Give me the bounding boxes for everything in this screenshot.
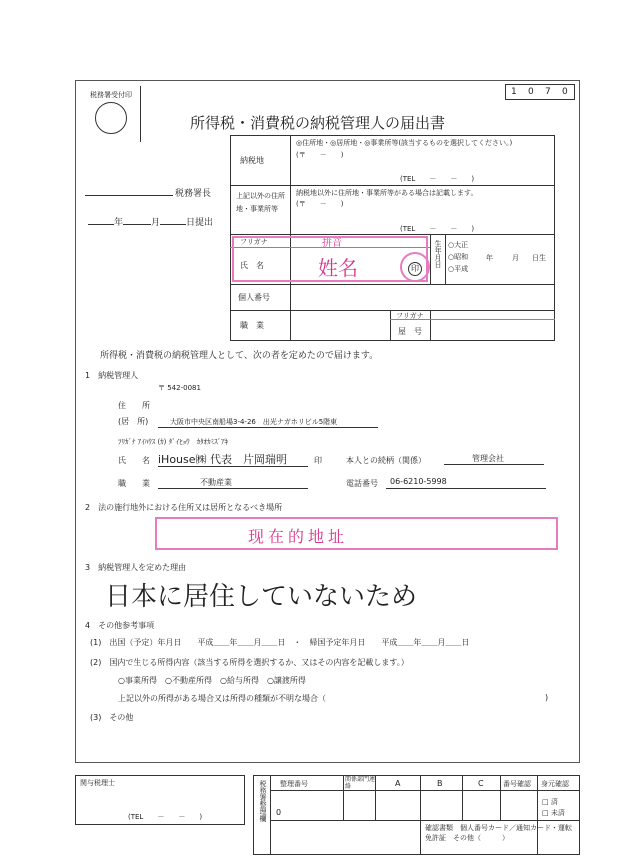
income-other: 上記以外の所得がある場合又は所得の種類が不明な場合（	[118, 694, 326, 703]
number-check-label: 番号確認	[503, 780, 531, 788]
foreign-address-value: 现在的地址	[248, 527, 349, 546]
other-item: (3) その他	[90, 713, 134, 722]
form-title: 所得税・消費税の納税管理人の届出書	[190, 114, 446, 132]
furigana-value: 拼音	[322, 238, 342, 249]
section4-heading: 4 その他参考事項	[85, 621, 155, 630]
phone-value: 06-6210-5998	[390, 477, 447, 486]
birth-day-unit: 日生	[532, 254, 546, 262]
manager-address-value: 大阪市中央区南船場3-4-26 出光ナガホリビル5階東	[170, 418, 338, 426]
relation-label: 本人との続柄（関係）	[346, 456, 426, 465]
tax-accountant-tel: (TEL － － )	[128, 813, 203, 821]
address-label: 納税地	[240, 156, 264, 165]
footer-divider	[270, 775, 271, 855]
name-value: 姓名	[318, 256, 358, 280]
office-use-label: 税務署整理欄	[259, 780, 267, 822]
section3-heading: 3 納税管理人を定めた理由	[85, 563, 187, 572]
birth-year-unit: 年	[486, 254, 493, 262]
tax-accountant-label: 関与税理士	[80, 779, 115, 787]
check-done[interactable]: □ 済	[542, 798, 558, 806]
id-label: 個人番号	[238, 293, 270, 302]
footer-divider	[270, 790, 580, 791]
date-filed: 年 月 日提出	[88, 215, 213, 228]
manager-job-value: 不動産業	[200, 478, 232, 487]
postal-mark: (〒 － )	[296, 200, 344, 208]
section1-heading: 1 納税管理人	[85, 371, 139, 380]
address-options: ◎住所地・◎居所地・◎事業所等(該当するものを選択してください。)	[296, 139, 513, 147]
income-options: ○事業所得 ○不動産所得 ○給与所得 ○譲渡所得	[118, 676, 306, 685]
form-frame	[75, 80, 580, 763]
manager-furigana: ﾌﾘｶﾞﾅ ｱｲﾊｳｽ (ｶ) ﾀﾞｲﾋｮｳ ｶﾀｵｶﾐｽﾞｱｷ	[118, 438, 229, 446]
manager-residence-label: (居 所)	[118, 417, 149, 426]
col-b: B	[437, 779, 443, 788]
footer-divider	[375, 775, 376, 820]
stamp-label: 税務署受付印	[90, 91, 132, 99]
furigana-label: フリガナ	[240, 238, 268, 246]
col-a: A	[395, 779, 401, 788]
shop-furigana: フリガナ	[396, 312, 424, 320]
era-option[interactable]: ○大正	[448, 241, 469, 249]
other-address-label: 上記以外の住所地・事業所等	[236, 192, 285, 213]
footer-divider	[500, 775, 501, 820]
footer-divider	[537, 775, 538, 855]
postal-mark: (〒 － )	[296, 151, 344, 159]
manager-address-label: 住 所	[118, 401, 150, 410]
footer-divider	[462, 775, 463, 820]
tel-mark: (TEL － － )	[400, 225, 475, 233]
income-other-close: )	[545, 693, 549, 702]
form-digit: 0	[562, 87, 568, 97]
seal-mark: 印	[408, 262, 422, 276]
footer-divider	[420, 775, 421, 855]
shop-label: 屋 号	[398, 327, 422, 336]
income-item: (2) 国内で生じる所得内容（該当する所得を選択するか、又はその内容を記載します。）	[90, 658, 409, 667]
birth-label: 生年月日	[434, 240, 442, 268]
reg-no-label: 整理番号	[280, 780, 308, 788]
relation-value: 管理会社	[472, 454, 504, 463]
footer-divider	[270, 820, 580, 821]
other-address-note: 納税地以外に住所地・事業所等がある場合は記載します。	[296, 189, 478, 197]
reason-value: 日本に居住していないため	[105, 582, 418, 612]
name-label: 氏 名	[240, 261, 264, 270]
col-c: C	[478, 779, 484, 788]
form-digit: 1	[511, 87, 517, 97]
document-check: 確認書類 個人番号カード／通知カード・運転免許証 その他（ ）	[425, 824, 572, 842]
era-option[interactable]: ○平成	[448, 265, 469, 273]
reg-digit: 0	[276, 808, 282, 817]
form-digit: 7	[545, 87, 551, 97]
manager-job-label: 職 業	[118, 479, 150, 488]
manager-name-value: iHouse㈱ 代表 片岡瑞明	[158, 453, 288, 466]
section2-heading: 2 法の施行地外における住所又は居所となるべき場所	[85, 503, 283, 512]
form-digit: 0	[528, 87, 534, 97]
occupation-label: 職 業	[240, 321, 264, 330]
manager-postal: 〒 542-0081	[158, 384, 201, 392]
manager-seal: 印	[314, 456, 322, 465]
departure-item: (1) 出国（予定）年月日 平成＿＿年＿＿月＿＿日 ・ 帰国予定年月日 平成＿＿年＿＿月＿＿日	[90, 638, 470, 647]
tel-mark: (TEL － － )	[400, 175, 475, 183]
birth-month-unit: 月	[512, 254, 519, 262]
check-not-done[interactable]: □ 未済	[542, 809, 565, 817]
era-option[interactable]: ○昭和	[448, 253, 469, 261]
identity-check-label: 身元確認	[541, 780, 569, 788]
dept-label: 関係部門連絡	[345, 776, 376, 790]
office-suffix: 税務署長	[175, 189, 212, 199]
footer-divider	[343, 775, 344, 820]
phone-label: 電話番号	[346, 479, 378, 488]
manager-name-label: 氏 名	[118, 456, 150, 465]
declaration: 所得税・消費税の納税管理人として、次の者を定めたので届けます。	[100, 351, 379, 361]
